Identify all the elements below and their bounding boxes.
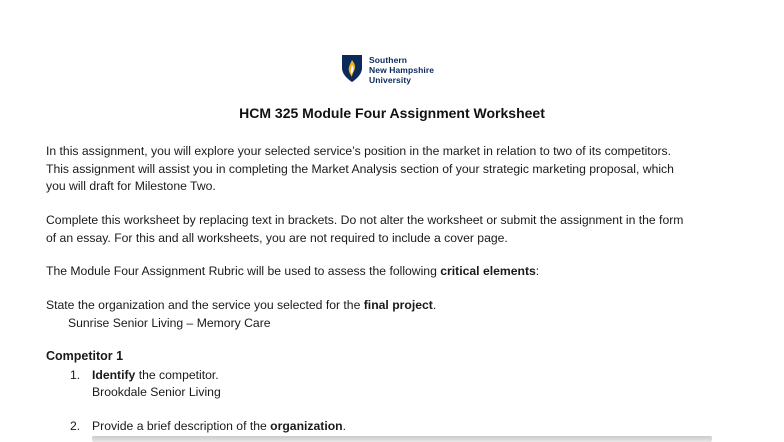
list-item [70, 418, 346, 436]
item1-bold: Identify [92, 368, 136, 382]
rubric-bold: critical elements [440, 264, 536, 278]
logo-line-2: New Hampshire [369, 65, 435, 75]
competitor-heading: Competitor 1 [46, 349, 124, 363]
rubric-end: : [535, 264, 540, 278]
state-end: . [432, 298, 437, 312]
state-paragraph [46, 297, 746, 315]
shield-flame-icon [340, 54, 364, 84]
list-number: 1. [70, 368, 81, 382]
instructions-line-2: of an essay. For this and all worksheets, you are not required to include a cover page. [46, 230, 508, 245]
item2-text: Provide a brief description of the [92, 419, 271, 433]
logo-line-3: University [369, 75, 412, 85]
intro-paragraph [46, 143, 746, 196]
item1-text: the competitor. [135, 368, 219, 382]
rubric-text: The Module Four Assignment Rubric will be used to assess the following [46, 264, 441, 278]
university-wordmark [369, 55, 434, 85]
state-bold: final project [363, 298, 433, 312]
worksheet-title: HCM 325 Module Four Assignment Worksheet [239, 105, 545, 121]
item2-bold: organization [270, 419, 343, 433]
logo-line-1: Southern [369, 55, 408, 65]
intro-line-3: you will draft for Milestone Two. [46, 179, 216, 193]
instructions-line-1: Complete this worksheet by replacing text in brackets. Do not alter the worksheet or submit the assignment in the form [46, 213, 684, 227]
university-logo [340, 54, 460, 86]
item2-end: . [342, 419, 347, 433]
instructions-paragraph [46, 212, 746, 247]
list-number: 2. [70, 419, 81, 433]
cut-off-text-line [92, 436, 712, 442]
state-text: State the organization and the service you selected for the [46, 298, 364, 312]
rubric-paragraph [46, 263, 746, 281]
state-answer: Sunrise Senior Living – Memory Care [68, 316, 271, 330]
intro-line-2: This assignment will assist you in completing the Market Analysis section of your strategic marketing proposal, which [46, 161, 674, 176]
intro-line-1: In this assignment, you will explore your selected service’s position in the market in relation to two of its competitors. [46, 144, 672, 158]
list-item [70, 367, 219, 385]
competitor-answer: Brookdale Senior Living [92, 385, 221, 399]
